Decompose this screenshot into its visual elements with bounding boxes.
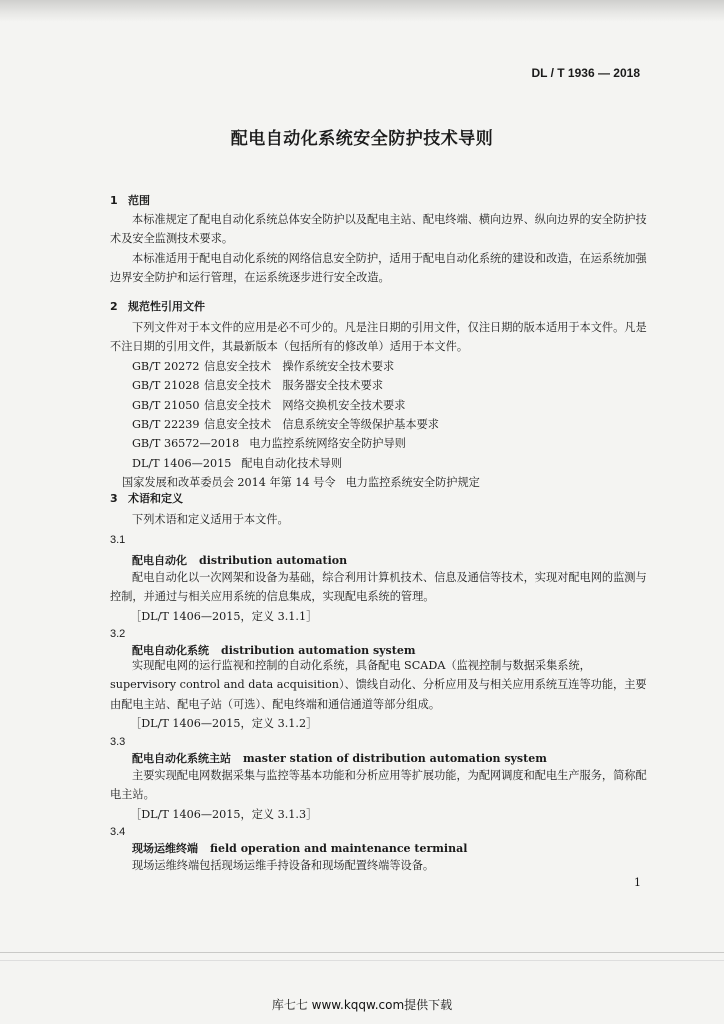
reference-code: GB/T 36572—2018 <box>132 437 240 451</box>
term-number: 3.4 <box>110 826 126 838</box>
reference-code: 国家发展和改革委员会 2014 年第 14 号令 <box>122 476 336 490</box>
paragraph: 本标准适用于配电自动化系统的网络信息安全防护，适用于配电自动化系统的建设和改造，在运系统加强边界安全防护和运行管理，在运系统逐步进行安全改造。 <box>110 251 647 285</box>
term-definition-block <box>110 656 650 734</box>
reference-title: 电力监控系统安全防护规定 <box>345 476 480 490</box>
reference-code: GB/T 20272 <box>132 359 200 373</box>
term-en: distribution automation system <box>221 644 416 657</box>
reference-title: 电力监控系统网络安全防护导则 <box>249 437 406 451</box>
term-en: master station of distribution automation system <box>243 752 547 765</box>
term-zh: 配电自动化系统主站 <box>132 752 231 765</box>
term-definition-block <box>110 568 650 626</box>
normative-body <box>110 318 650 493</box>
scope-body <box>110 210 650 288</box>
reference-item <box>110 473 650 492</box>
reference-item <box>110 454 650 473</box>
reference-code: GB/T 21028 <box>132 379 200 393</box>
term-zh: 现场运维终端 <box>132 842 198 855</box>
term-definition: 实现配电网的运行监视和控制的自动化系统，具备配电 SCADA（监视控制与数据采集系统，supervisory control and data acquisition）、馈线自动化、分析应用及与相关应用系统互连等功能，主要由配电主站、配电子站（可选）、配电终端和通信通道等部分组成。 <box>110 659 647 711</box>
term-number: 3.1 <box>110 534 126 546</box>
term-definition-block <box>110 856 650 875</box>
reference-title: 信息安全技术 操作系统安全技术要求 <box>204 359 395 373</box>
footer-divider <box>0 960 724 961</box>
term-source: ［DL/T 1406—2015，定义 3.1.1］ <box>130 609 318 623</box>
download-footer: 库七七 www.kqqw.com提供下载 <box>271 998 453 1012</box>
section-heading-terms <box>110 490 183 506</box>
reference-code: GB/T 22239 <box>132 418 200 432</box>
term-number: 3.3 <box>110 736 126 748</box>
reference-title: 信息安全技术 服务器安全技术要求 <box>204 379 384 393</box>
reference-item <box>110 415 650 434</box>
paragraph: 本标准规定了配电自动化系统总体安全防护以及配电主站、配电终端、横向边界、纵向边界的安全防护技术及安全监测技术要求。 <box>110 213 647 246</box>
reference-title: 配电自动化技术导则 <box>241 456 343 470</box>
reference-item <box>110 434 650 453</box>
term-heading <box>132 552 347 568</box>
reference-code: GB/T 21050 <box>132 398 200 412</box>
section-heading-scope <box>110 192 150 208</box>
section-heading-normative <box>110 298 205 314</box>
section-number: 2 <box>110 300 118 313</box>
reference-title: 信息安全技术 信息系统安全等级保护基本要求 <box>204 418 439 432</box>
term-definition-block <box>110 766 650 824</box>
term-number: 3.2 <box>110 628 126 640</box>
term-heading <box>132 840 467 856</box>
page-number: 1 <box>634 876 641 889</box>
reference-title: 信息安全技术 网络交换机安全技术要求 <box>204 398 406 412</box>
section-title: 术语和定义 <box>128 492 183 505</box>
reference-item <box>110 357 650 376</box>
section-title: 规范性引用文件 <box>128 300 205 313</box>
term-en: field operation and maintenance terminal <box>210 842 468 855</box>
reference-code: DL/T 1406—2015 <box>132 456 232 470</box>
paragraph: 下列文件对于本文件的应用是必不可少的。凡是注日期的引用文件，仅注日期的版本适用于本文件。凡是不注日期的引用文件，其最新版本（包括所有的修改单）适用于本文件。 <box>110 321 647 354</box>
document-title: 配电自动化系统安全防护技术导则 <box>230 129 494 149</box>
footer-divider <box>0 952 724 953</box>
term-heading <box>132 750 547 766</box>
section-number: 3 <box>110 492 118 505</box>
section-number: 1 <box>110 194 118 207</box>
term-zh: 配电自动化系统 <box>132 644 209 657</box>
paragraph: 下列术语和定义适用于本文件。 <box>132 513 289 526</box>
term-definition: 配电自动化以一次网架和设备为基础，综合利用计算机技术、信息及通信等技术，实现对配电网的监测与控制，并通过与相关应用系统的信息集成，实现配电系统的管理。 <box>110 571 647 604</box>
reference-item <box>110 376 650 395</box>
term-source: ［DL/T 1406—2015，定义 3.1.2］ <box>130 717 318 731</box>
reference-item <box>110 396 650 415</box>
terms-intro <box>110 510 650 529</box>
term-definition: 现场运维终端包括现场运维手持设备和现场配置终端等设备。 <box>132 859 435 872</box>
term-definition: 主要实现配电网数据采集与监控等基本功能和分析应用等扩展功能，为配网调度和配电生产服务，简称配电主站。 <box>110 769 647 802</box>
term-zh: 配电自动化 <box>132 554 187 567</box>
standard-code: DL / T 1936 — 2018 <box>531 66 640 80</box>
term-source: ［DL/T 1406—2015，定义 3.1.3］ <box>130 807 318 821</box>
term-en: distribution automation <box>199 554 348 567</box>
section-title: 范围 <box>128 194 150 207</box>
